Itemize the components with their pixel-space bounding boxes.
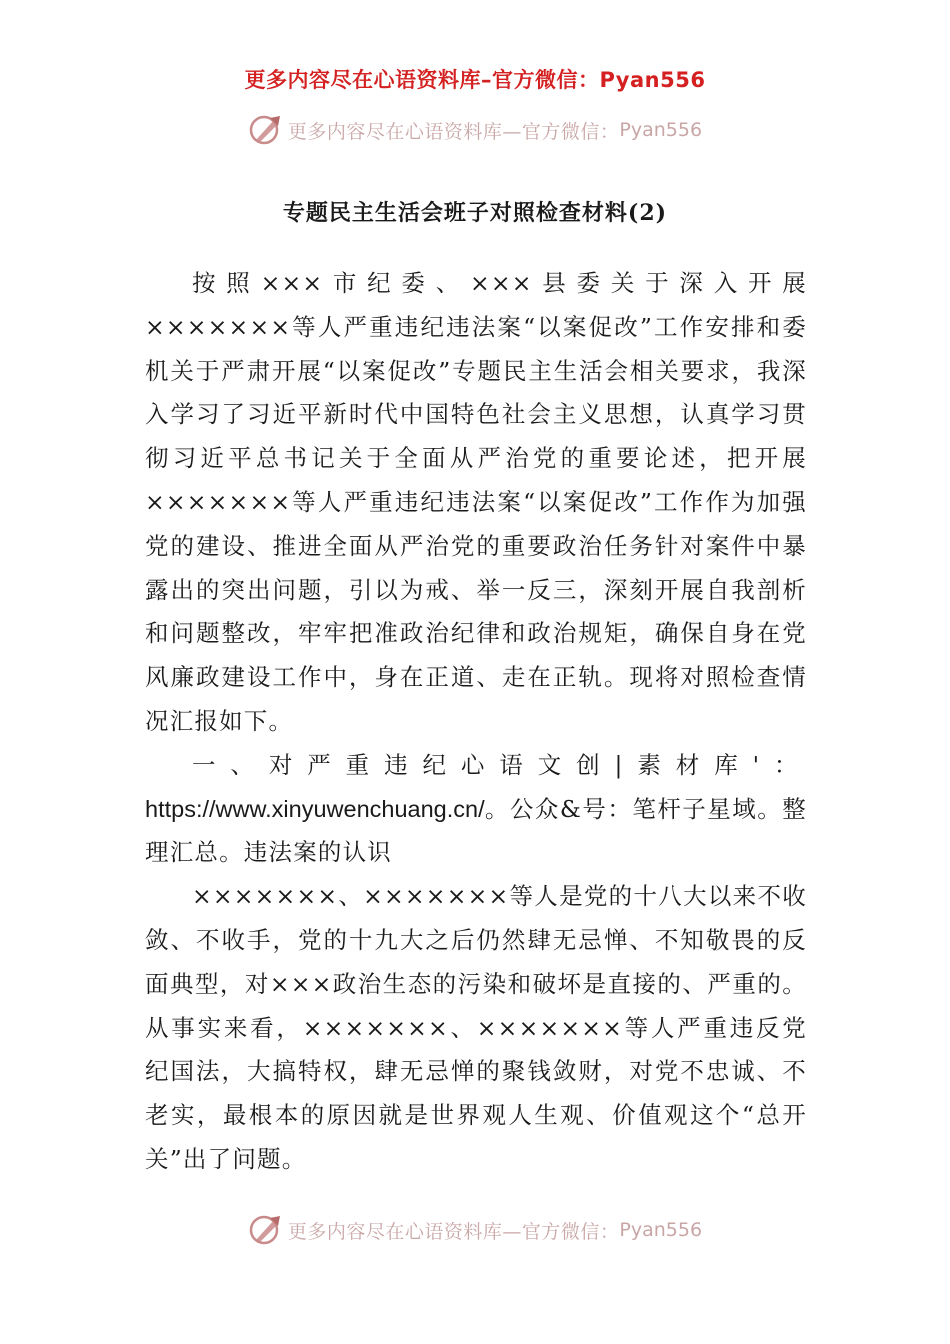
document-title: 专题民主生活会班子对照检查材料(2) <box>282 200 668 226</box>
watermark-top <box>0 112 950 148</box>
section-1-url[interactable]: https://www.xinyuwenchuang.cn/ <box>145 795 485 822</box>
document-body <box>145 262 807 1182</box>
watermark-text: 更多内容尽在心语资料库—官方微信： <box>287 120 620 143</box>
watermark-bottom <box>0 1212 950 1248</box>
watermark-text: 更多内容尽在心语资料库—官方微信： <box>287 1220 620 1243</box>
paragraph-intro: 按照×××市纪委、×××县委关于深入开展×××××××等人严重违纪违法案“以案促改”工作安排和委机关于严肃开展“以案促改”专题民主生活会相关要求，我深入学习了习近平新时代中国特色社会主义思想，认真学习贯彻习近平总书记关于全面从严治党的重要论述，把开展×××××××等人严重违纪违法案“以案促改”工作作为加强党的建设、推进全面从严治党的重要政治任务针对案件中暴露出的突出问题，引以为戒、举一反三，深刻开展自我剖析和问题整改，牢牢把准政治纪律和政治规矩，确保自身在党风廉政建设工作中，身在正道、走在正轨。现将对照检查情况汇报如下。 <box>145 269 807 735</box>
pen-nib-logo-icon <box>248 112 284 148</box>
pen-nib-logo-icon <box>248 1212 284 1248</box>
section-1-heading <box>145 744 807 875</box>
watermark-wechat: Pyan556 <box>619 1219 703 1241</box>
paragraph-section-1: ×××××××、×××××××等人是党的十八大以来不收敛、不收手，党的十九大之后仍然肆无忌惮、不知敬畏的反面典型，对×××政治生态的污染和破坏是直接的、严重的。从事实来看，×××××××、×××××××等人严重违反党纪国法，大搞特权，肆无忌惮的聚钱敛财，对党不忠诚、不老实，最根本的原因就是世界观人生观、价值观这个“总开关”出了问题。 <box>145 882 807 1173</box>
section-1-heading-start: 一、对严重违纪心语文创|素材库'： <box>192 750 807 779</box>
section-1-heading-end: 。公众&号：笔杆子星域。整理汇总。违法案的认识 <box>145 794 807 867</box>
header-banner: 更多内容尽在心语资料库–官方微信：Pyan556 <box>244 68 706 92</box>
watermark-wechat: Pyan556 <box>619 119 703 141</box>
